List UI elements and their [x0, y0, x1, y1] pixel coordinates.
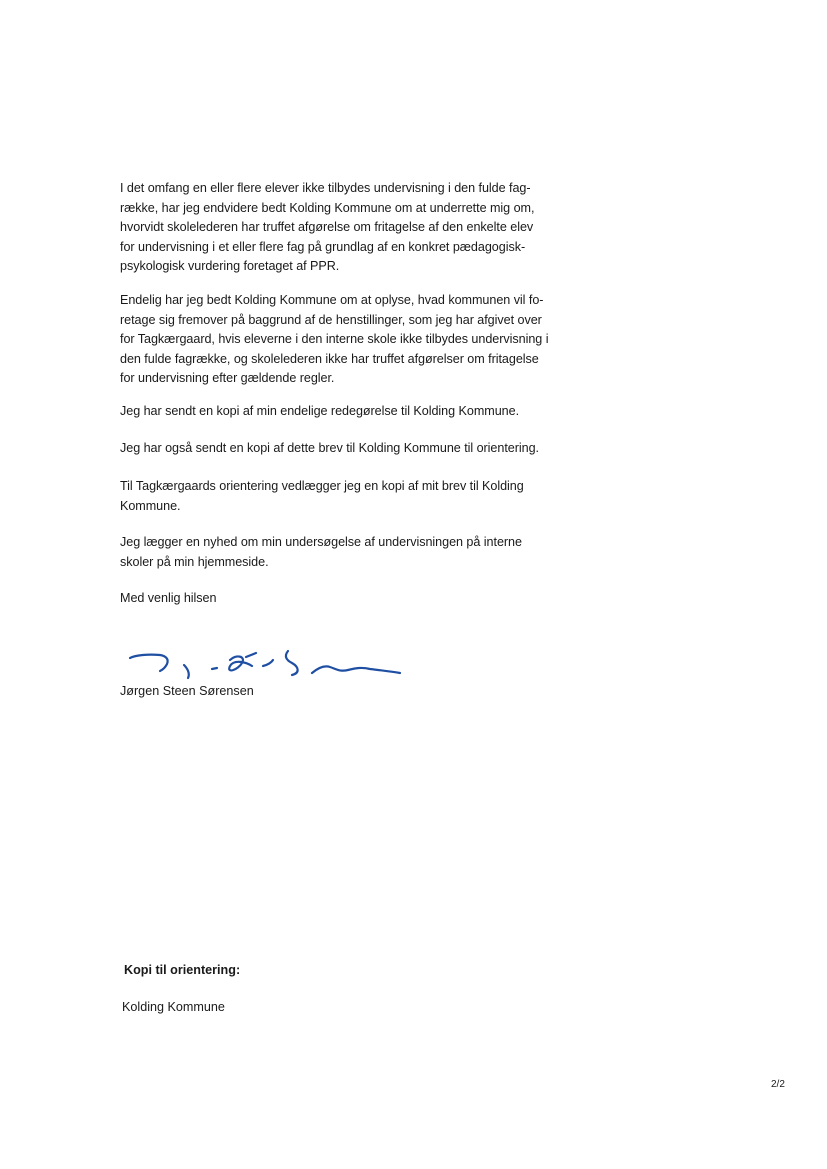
paragraph-municipality-follow-up	[120, 291, 590, 389]
text-line: Kommune.	[120, 498, 181, 513]
text-line: Til Tagkærgaards orientering vedlægger jeg en kopi af mit brev til Kolding	[120, 479, 524, 493]
text-line: psykologisk vurdering foretaget af PPR.	[120, 259, 340, 274]
text-line: skoler på min hjemmeside.	[120, 554, 269, 569]
text-line: den fulde fagrække, og skolelederen ikke har truffet afgørelser om fritagelse	[120, 351, 539, 366]
text-line: Jeg lægger en nyhed om min undersøgelse af undervisningen på interne	[120, 535, 522, 549]
text-line: Jeg har sendt en kopi af min endelige redegørelse til Kolding Kommune.	[120, 404, 520, 418]
text-line: Endelig har jeg bedt Kolding Kommune om at oplyse, hvad kommunen vil fo-	[120, 293, 544, 307]
text-line: række, har jeg endvidere bedt Kolding Kommune om at underrette mig om,	[120, 200, 535, 215]
paragraph-website-news	[120, 533, 590, 572]
paragraph-subject-exemption	[120, 179, 590, 277]
text-line: hvorvidt skolelederen har truffet afgørelse om fritagelse af den enkelte elev	[120, 220, 534, 235]
paragraph-report-copy	[120, 402, 590, 422]
copy-to-heading: Kopi til orientering:	[124, 963, 241, 977]
text-line: Jeg har også sendt en kopi af dette brev til Kolding Kommune til orientering.	[120, 441, 539, 455]
text-line: for undervisning i et eller flere fag på grundlag af en konkret pædagogisk-	[120, 239, 526, 254]
handwritten-signature-icon	[126, 648, 411, 686]
signer-name: Jørgen Steen Sørensen	[120, 684, 254, 698]
copy-to-recipient: Kolding Kommune	[122, 1000, 225, 1014]
text-line: I det omfang en eller flere elever ikke tilbydes undervisning i den fulde fag-	[120, 181, 531, 195]
paragraph-letter-copy	[120, 439, 590, 459]
paragraph-enclosure	[120, 477, 590, 516]
text-line: for undervisning efter gældende regler.	[120, 371, 335, 386]
text-line: retage sig fremover på baggrund af de henstillinger, som jeg har afgivet over	[120, 312, 542, 327]
text-line: for Tagkærgaard, hvis eleverne i den interne skole ikke tilbydes undervisning i	[120, 332, 549, 347]
closing-greeting: Med venlig hilsen	[120, 591, 217, 605]
page-number: 2/2	[771, 1079, 785, 1090]
